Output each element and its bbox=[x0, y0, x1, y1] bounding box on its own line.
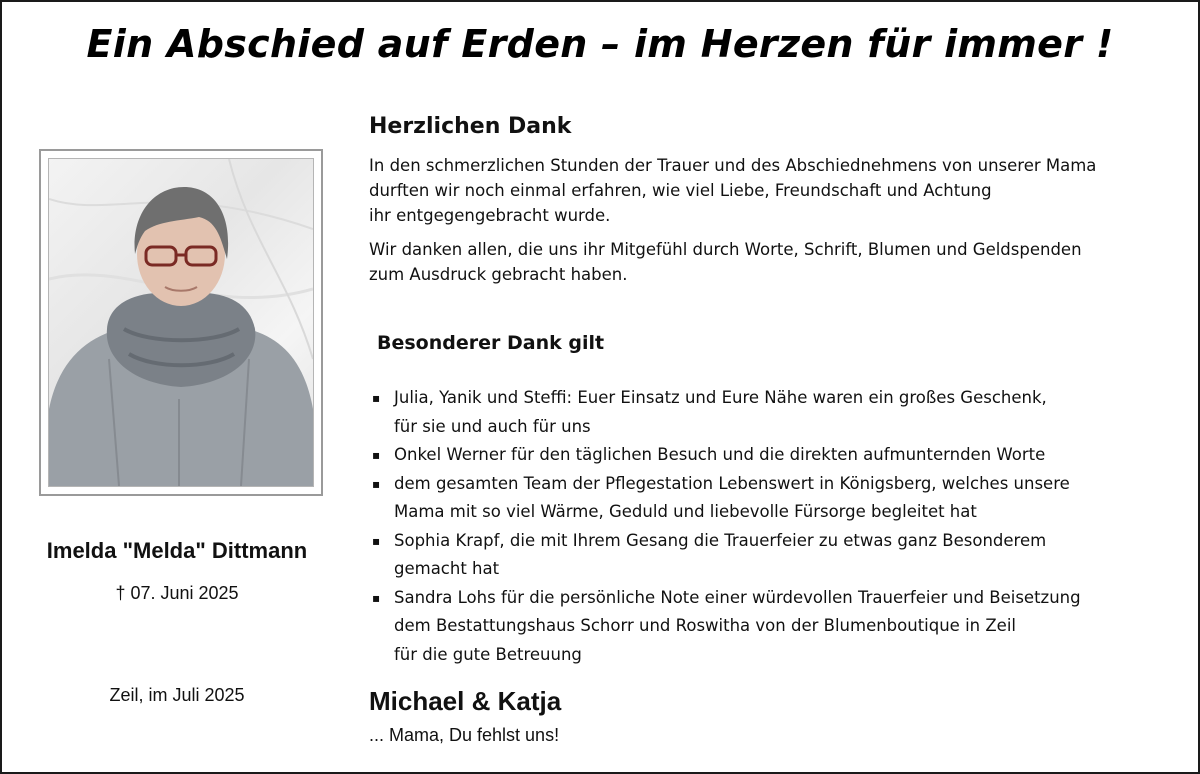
list-item bbox=[372, 441, 1172, 470]
place-and-date: Zeil, im Juli 2025 bbox=[109, 685, 245, 705]
closing-line: ... Mama, Du fehlst uns! bbox=[369, 725, 560, 745]
text-line: ihr entgegengebracht wurde. bbox=[369, 206, 611, 225]
special-thanks-list bbox=[372, 384, 1172, 669]
bullet-icon: ▪ bbox=[372, 391, 381, 405]
page-title: Ein Abschied auf Erden – im Herzen für immer ! bbox=[86, 22, 1114, 66]
list-item bbox=[372, 384, 1172, 441]
portrait-illustration bbox=[49, 159, 313, 486]
list-item-line: Julia, Yanik und Steffi: Euer Einsatz und Eure Nähe waren ein großes Geschenk, bbox=[394, 388, 1047, 407]
list-item-line: Sophia Krapf, die mit Ihrem Gesang die Trauerfeier zu etwas ganz Besonderem bbox=[394, 530, 1047, 550]
thanks-heading: Herzlichen Dank bbox=[369, 114, 572, 139]
list-item-line: Mama mit so viel Wärme, Geduld und liebevolle Fürsorge begleitet hat bbox=[394, 502, 977, 521]
bullet-icon: ▪ bbox=[372, 590, 381, 605]
bullet-icon: ▪ bbox=[372, 448, 381, 462]
list-item bbox=[372, 527, 1172, 584]
list-item-line: Onkel Werner für den täglichen Besuch und die direkten aufmunternden Worte bbox=[394, 445, 1046, 464]
bullet-icon: ▪ bbox=[372, 533, 381, 548]
list-item-line: gemacht hat bbox=[394, 559, 500, 578]
signature-names: Michael & Katja bbox=[369, 686, 562, 716]
deceased-name: Imelda "Melda" Dittmann bbox=[46, 538, 308, 563]
list-item bbox=[372, 584, 1172, 670]
text-line: Wir danken allen, die uns ihr Mitgefühl durch Worte, Schrift, Blumen und Geldspenden bbox=[369, 240, 1082, 259]
list-item-line: Sandra Lohs für die persönliche Note einer würdevollen Trauerfeier und Beisetzung bbox=[394, 587, 1081, 607]
bullet-icon: ▪ bbox=[372, 476, 381, 491]
text-line: zum Ausdruck gebracht haben. bbox=[369, 265, 628, 284]
list-item bbox=[372, 470, 1172, 527]
portrait-frame bbox=[39, 149, 323, 496]
text-line: In den schmerzlichen Stunden der Trauer und des Abschiednehmens von unserer Mama bbox=[369, 156, 1097, 175]
text-line: durften wir noch einmal erfahren, wie viel Liebe, Freundschaft und Achtung bbox=[369, 181, 992, 200]
thanks-paragraph-1 bbox=[369, 153, 1169, 228]
list-item-line: dem Bestattungshaus Schorr und Roswitha von der Blumenboutique in Zeil bbox=[394, 616, 1016, 635]
thanks-paragraph-2 bbox=[369, 237, 1169, 287]
death-date: † 07. Juni 2025 bbox=[115, 583, 239, 603]
list-item-line: dem gesamten Team der Pflegestation Lebenswert in Königsberg, welches unsere bbox=[394, 473, 1070, 493]
special-thanks-heading: Besonderer Dank gilt bbox=[377, 332, 605, 354]
portrait-photo bbox=[48, 158, 314, 487]
list-item-line: für sie und auch für uns bbox=[394, 416, 591, 436]
list-item-line: für die gute Betreuung bbox=[394, 644, 582, 664]
